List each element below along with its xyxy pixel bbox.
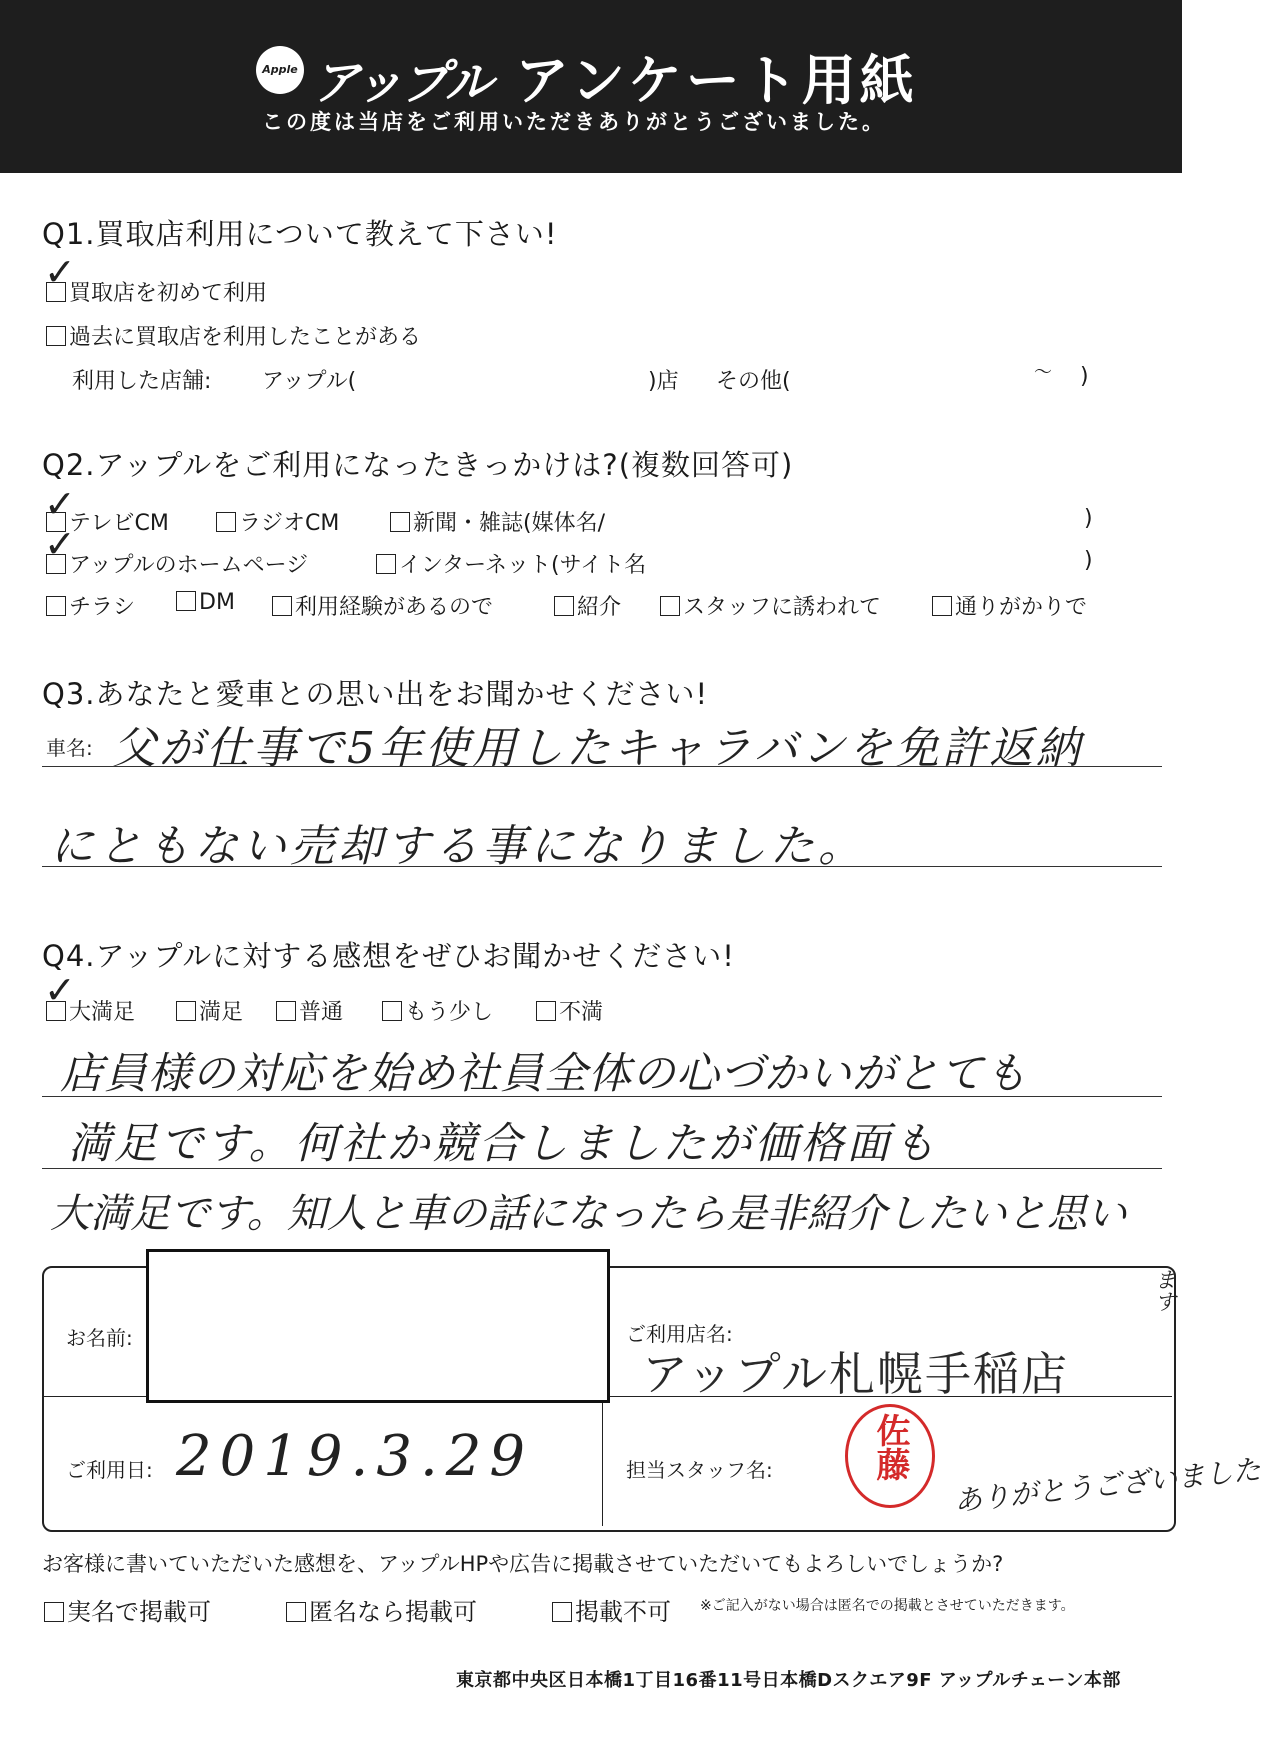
q1-heading: Q1.買取店利用について教えて下さい!: [42, 217, 558, 251]
option-label: 掲載不可: [575, 1598, 671, 1626]
q2-option-radio[interactable]: [216, 506, 339, 537]
option-label: 通りがかりで: [955, 595, 1088, 620]
option-label: 大満足: [69, 1000, 136, 1025]
ruled-line: [42, 1168, 1162, 1169]
form-title: アンケート用紙: [515, 49, 918, 112]
option-label: 買取店を初めて利用: [69, 281, 268, 306]
form-subtitle: この度は当店をご利用いただきありがとうございました。: [262, 110, 886, 134]
checkbox[interactable]: [176, 591, 196, 611]
q3-heading: Q3.あなたと愛車との思い出をお聞かせください!: [42, 677, 709, 711]
brand-logo: アップル: [312, 55, 491, 111]
store-apple-label: アップル(: [262, 369, 357, 394]
option-label: スタッフに誘われて: [683, 595, 882, 620]
option-label: 過去に買取店を利用したことがある: [69, 325, 422, 350]
store-label: 利用した店舗:: [72, 369, 212, 394]
checkbox[interactable]: [276, 1001, 296, 1021]
staff-stamp: [845, 1404, 935, 1508]
shop-label: ご利用店名:: [626, 1322, 733, 1346]
store-other-label: その他(: [716, 369, 791, 394]
checkmark-icon: ✓: [44, 482, 76, 526]
checkmark-icon: ✓: [44, 968, 76, 1012]
q2-close-paren: ): [1084, 548, 1093, 573]
option-label: DM: [199, 590, 235, 615]
q2-close-paren: ): [1084, 506, 1093, 531]
thanks-note: ありがとうございました: [952, 1452, 1263, 1518]
option-label: チラシ: [69, 595, 136, 620]
checkbox[interactable]: [554, 596, 574, 616]
q1-option-used-before[interactable]: [46, 320, 421, 351]
option-label: ラジオCM: [239, 511, 340, 536]
option-label: インターネット(サイト名: [399, 553, 647, 578]
staff-stamp-text: 佐藤: [870, 1413, 910, 1481]
car-name-label: 車名:: [46, 736, 93, 760]
q4-option-could-be-better[interactable]: [382, 995, 493, 1026]
checkbox[interactable]: [390, 512, 410, 532]
ruled-line: [42, 766, 1162, 767]
consent-note: ※ご記入がない場合は匿名での掲載とさせていただきます。: [700, 1598, 1075, 1614]
checkbox[interactable]: [382, 1001, 402, 1021]
name-redaction-box: [146, 1249, 610, 1403]
option-label: 匿名なら掲載可: [309, 1598, 477, 1626]
option-label: 実名で掲載可: [67, 1598, 211, 1626]
checkbox[interactable]: [932, 596, 952, 616]
option-label: 普通: [299, 1000, 344, 1025]
staff-label: 担当スタッフ名:: [626, 1458, 773, 1482]
q2-heading: Q2.アップルをご利用になったきっかけは?(複数回答可): [42, 448, 794, 482]
checkbox[interactable]: [216, 512, 236, 532]
apple-logo-icon: Apple: [256, 46, 304, 94]
checkbox[interactable]: [44, 1602, 64, 1622]
checkbox[interactable]: [376, 554, 396, 574]
q2-option-dm[interactable]: [176, 590, 235, 615]
option-label: 満足: [199, 1000, 244, 1025]
name-label: お名前:: [66, 1326, 133, 1350]
q2-option-staff[interactable]: [660, 590, 881, 621]
ruled-line: [42, 1096, 1162, 1097]
store-suffix: )店: [648, 369, 679, 394]
checkbox[interactable]: [46, 326, 66, 346]
option-label: アップルのホームページ: [69, 553, 309, 578]
q1-option-first-time[interactable]: [46, 276, 267, 307]
checkbox[interactable]: [552, 1602, 572, 1622]
option-label: 利用経験があるので: [295, 595, 494, 620]
checkmark-icon: ✓: [44, 250, 76, 294]
ruled-line: [42, 866, 1162, 867]
q2-option-newspaper[interactable]: [390, 506, 605, 537]
checkbox[interactable]: [46, 596, 66, 616]
option-label: 新聞・雑誌(媒体名/: [413, 511, 605, 536]
q2-option-flyer[interactable]: [46, 590, 135, 621]
q2-option-passing[interactable]: [932, 590, 1087, 621]
q4-answer-line3: 大満足です。知人と車の話になったら是非紹介したいと思い: [50, 1191, 1127, 1237]
store-other-mark: 〜: [1034, 362, 1052, 383]
q4-answer-line2: 満足です。何社か競合しましたが価格面も: [68, 1119, 939, 1169]
consent-option-real-name[interactable]: [44, 1592, 211, 1627]
q3-answer-line1: 父が仕事で5年使用したキャラバンを免許返納: [112, 723, 1083, 774]
q2-option-referral[interactable]: [554, 590, 621, 621]
shop-name: アップル札幌手稲店: [642, 1347, 1069, 1401]
checkmark-icon: ✓: [44, 522, 76, 566]
q4-option-dissatisfied[interactable]: [536, 995, 603, 1026]
option-label: 不満: [559, 1000, 604, 1025]
q3-answer-line2: にともない売却する事になりました。: [50, 821, 866, 872]
checkbox[interactable]: [286, 1602, 306, 1622]
q2-option-homepage[interactable]: [46, 548, 308, 579]
q2-option-experience[interactable]: [272, 590, 493, 621]
store-other-close: ): [1080, 364, 1089, 389]
consent-option-no[interactable]: [552, 1592, 671, 1627]
checkbox[interactable]: [176, 1001, 196, 1021]
visit-date: 2019.3.29: [176, 1424, 534, 1489]
option-label: もう少し: [405, 1000, 494, 1025]
checkbox[interactable]: [660, 596, 680, 616]
checkbox[interactable]: [536, 1001, 556, 1021]
q4-heading: Q4.アップルに対する感想をぜひお聞かせください!: [42, 939, 735, 973]
option-label: テレビCM: [69, 511, 169, 536]
option-label: 紹介: [577, 595, 622, 620]
footer-address: 東京都中央区日本橋1丁目16番11号日本橋Dスクエア9F アップルチェーン本部: [456, 1670, 1121, 1691]
q4-answer-line1: 店員様の対応を始め社員全体の心づかいがとても: [60, 1049, 1028, 1099]
q4-answer-overflow: ます: [1151, 1268, 1176, 1312]
consent-option-anonymous[interactable]: [286, 1592, 477, 1627]
q4-option-average[interactable]: [276, 995, 343, 1026]
consent-question: お客様に書いていただいた感想を、アップルHPや広告に掲載させていただいてもよろしいでしょうか?: [42, 1552, 1004, 1576]
date-label: ご利用日:: [66, 1458, 153, 1482]
checkbox[interactable]: [272, 596, 292, 616]
q4-option-satisfied[interactable]: [176, 995, 243, 1026]
q2-option-internet[interactable]: [376, 548, 646, 579]
